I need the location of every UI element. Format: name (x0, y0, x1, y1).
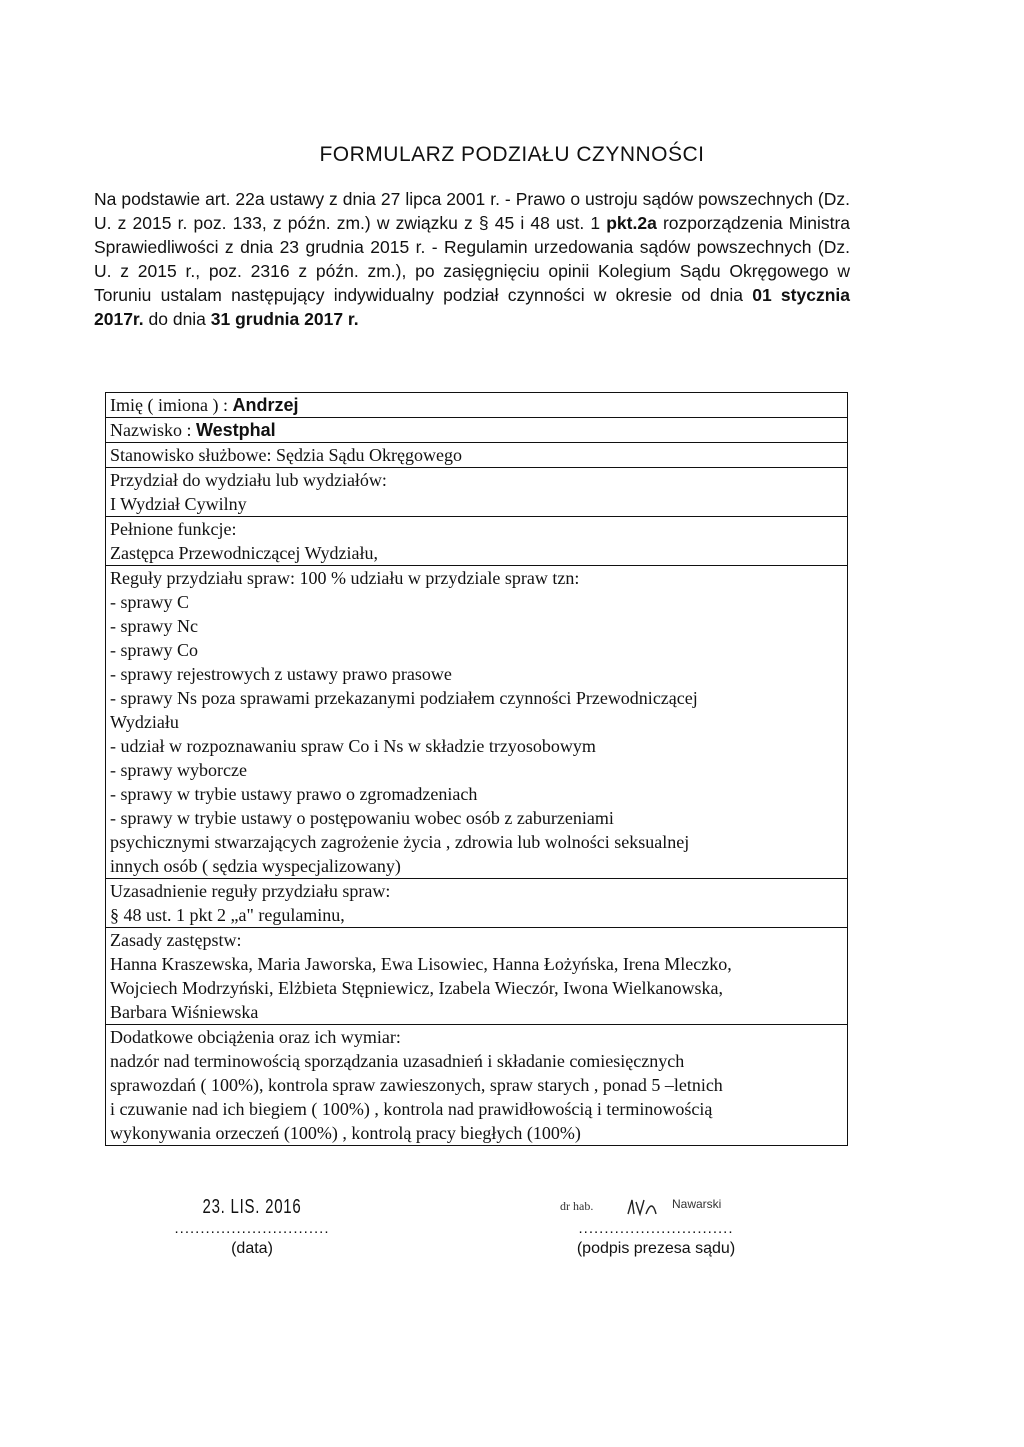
date-block (163, 1196, 341, 1258)
reguly-line: - sprawy Co (110, 640, 198, 660)
date-dotted-line: .............................. (174, 1220, 330, 1237)
signature-stamp-image (556, 1196, 756, 1222)
signature-block (556, 1196, 756, 1258)
row-obciazenia (106, 1025, 847, 1145)
zastepstwa-line: Hanna Kraszewska, Maria Jaworska, Ewa Lisowiec, Hanna Łożyńska, Irena Mleczko, (110, 954, 732, 974)
uzasadnienie-value: § 48 ust. 1 pkt 2 „a" regulaminu, (110, 905, 345, 925)
svg-text:Nawarski: Nawarski (672, 1197, 722, 1211)
intro-text-3: do dnia (143, 309, 211, 329)
stanowisko-text: Stanowisko służbowe: Sędzia Sądu Okręgowego (110, 445, 462, 465)
row-uzasadnienie (106, 879, 847, 928)
funkcje-value: Zastępca Przewodniczącej Wydziału, (110, 543, 378, 563)
zastepstwa-label: Zasady zastępstw: (110, 930, 242, 950)
reguly-line: - sprawy w trybie ustawy prawo o zgromadzeniach (110, 784, 478, 804)
row-zastepstwa (106, 928, 847, 1025)
reguly-line: - sprawy wyborcze (110, 760, 247, 780)
row-nazwisko (106, 418, 847, 443)
svg-text:dr hab.: dr hab. (560, 1199, 594, 1213)
obciazenia-line: wykonywania orzeczeń (100%) , kontrolą pracy biegłych (100%) (110, 1123, 581, 1143)
zastepstwa-line: Wojciech Modrzyński, Elżbieta Stępniewicz, Izabela Wieczór, Iwona Wielkanowska, (110, 978, 723, 998)
reguly-line: Reguły przydziału spraw: 100 % udziału w przydziale spraw tzn: (110, 568, 580, 588)
reguly-line: - sprawy C (110, 592, 189, 612)
row-reguly (106, 566, 847, 879)
uzasadnienie-label: Uzasadnienie reguły przydziału spraw: (110, 881, 391, 901)
intro-text-2: rozporządzenia Ministra Sprawiedliwości z dnia 23 grudnia 2015 r. - Regulamin urzedowania sądów powszechnych (Dz. U. z 2015 r., poz. 2316 z późn. zm.), po zasięgnięciu opinii Kolegium Sądu Okręgowego w Toruniu ustalam następujący indywidualny podział czynności w okresie od dnia (94, 213, 851, 305)
reguly-line: Wydziału (110, 712, 179, 732)
row-imie (106, 393, 847, 418)
przydzial-label: Przydział do wydziału lub wydziałów: (110, 470, 387, 490)
obciazenia-label: Dodatkowe obciążenia oraz ich wymiar: (110, 1027, 401, 1047)
form-title: FORMULARZ PODZIAŁU CZYNNOŚCI (319, 143, 705, 166)
funkcje-label: Pełnione funkcje: (110, 519, 237, 539)
signature-dotted-line: .............................. (578, 1220, 734, 1237)
reguly-line: - sprawy w trybie ustawy o postępowaniu wobec osób z zaburzeniami (110, 808, 614, 828)
assignment-table (105, 392, 848, 1146)
footer (0, 1196, 1024, 1276)
date-stamp: 23. LIS. 2016 (202, 1196, 302, 1218)
imie-label: Imię ( imiona ) : (110, 395, 233, 415)
row-stanowisko (106, 443, 847, 468)
intro-paragraph (94, 187, 850, 331)
reguly-line: - udział w rozpoznawaniu spraw Co i Ns w składzie trzyosobowym (110, 736, 596, 756)
date-caption: (data) (231, 1240, 273, 1257)
obciazenia-line: i czuwanie nad ich biegiem ( 100%) , kontrola nad prawidłowością i terminowością (110, 1099, 713, 1119)
nazwisko-value: Westphal (195, 420, 276, 440)
zastepstwa-line: Barbara Wiśniewska (110, 1002, 259, 1022)
reguly-line: - sprawy rejestrowych z ustawy prawo prasowe (110, 664, 452, 684)
signature-caption: (podpis prezesa sądu) (576, 1240, 736, 1257)
row-funkcje (106, 517, 847, 566)
reguly-line: innych osób ( sędzia wyspecjalizowany) (110, 856, 401, 876)
reguly-line: - sprawy Ns poza sprawami przekazanymi podziałem czynności Przewodniczącej (110, 688, 698, 708)
intro-bold-pkt: pkt.2a (606, 213, 657, 233)
reguly-line: - sprawy Nc (110, 616, 198, 636)
imie-value: Andrzej (232, 395, 299, 415)
intro-date-from: 01 stycznia 2017r. (94, 285, 850, 329)
reguly-line: psychicznymi stwarzających zagrożenie życia , zdrowia lub wolności seksualnej (110, 832, 690, 852)
intro-text-1: Na podstawie art. 22a ustawy z dnia 27 lipca 2001 r. - Prawo o ustroju sądów powszechnych (Dz. U. z 2015 r. poz. 133, z późn. zm.) w związku z § 45 i 48 ust. 1 (94, 189, 850, 233)
row-przydzial (106, 468, 847, 517)
obciazenia-line: sprawozdań ( 100%), kontrola spraw zawieszonych, spraw starych , ponad 5 –letnich (110, 1075, 723, 1095)
przydzial-value: I Wydział Cywilny (110, 494, 247, 514)
obciazenia-line: nadzór nad terminowością sporządzania uzasadnień i składanie comiesięcznych (110, 1051, 685, 1071)
intro-date-to: 31 grudnia 2017 r. (210, 309, 359, 329)
nazwisko-label: Nazwisko : (110, 420, 196, 440)
